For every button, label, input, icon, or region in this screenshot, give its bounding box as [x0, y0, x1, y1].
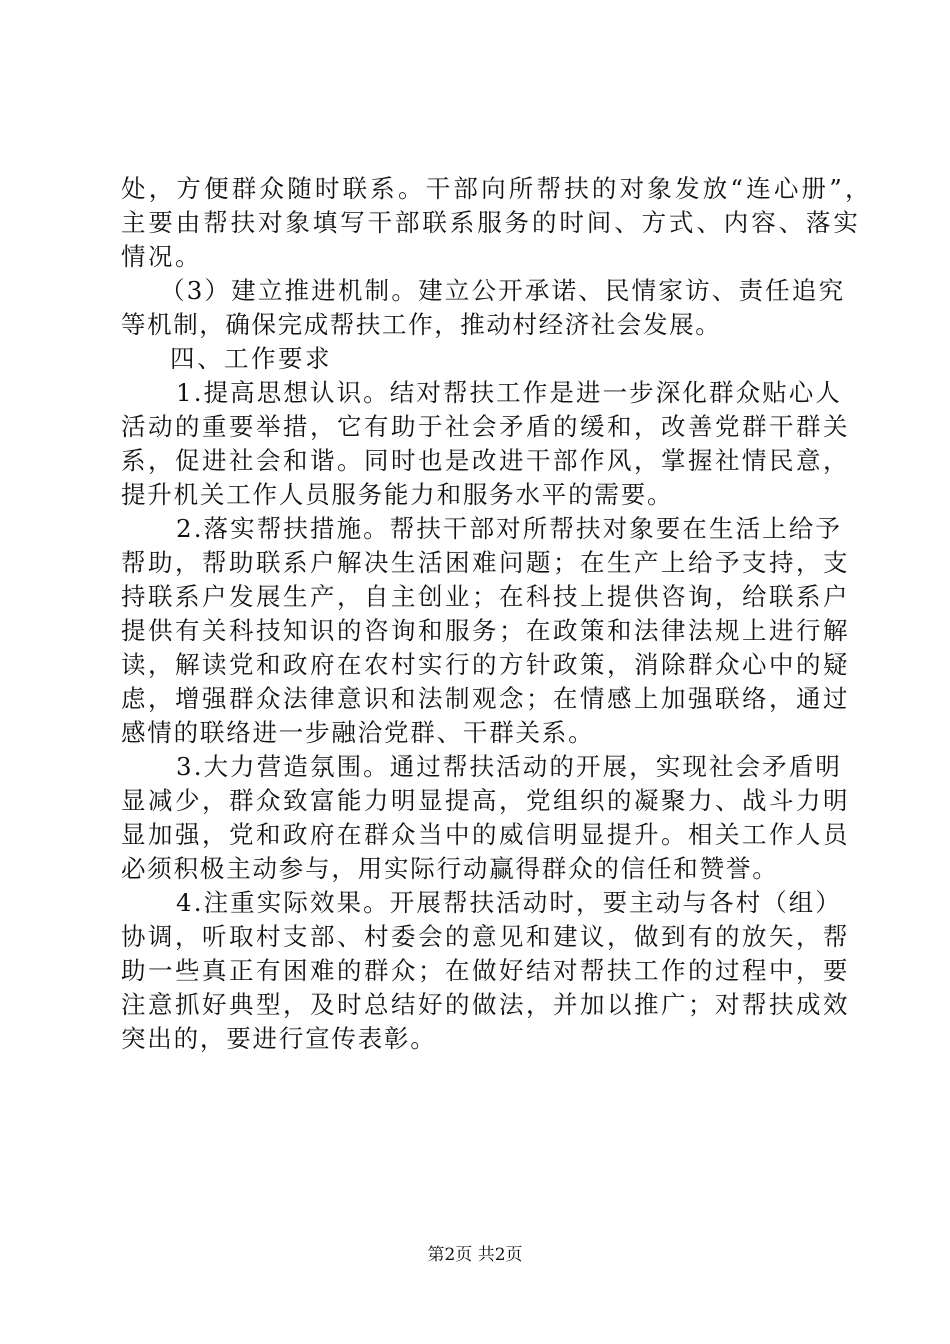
- text-line: 处，方便群众随时联系。干部向所帮扶的对象发放“连心册”，: [121, 174, 873, 203]
- text-line: 虑，增强群众法律意识和法制观念；在情感上加强联络，通过: [121, 684, 850, 713]
- text-line: 帮助，帮助联系户解决生活困难问题；在生产上给予支持，支: [121, 548, 850, 577]
- text-line: 提供有关科技知识的咨询和服务；在政策和法律法规上进行解: [121, 616, 850, 645]
- text-line: 3.大力营造氛围。通过帮扶活动的开展，实现社会矛盾明: [176, 752, 842, 781]
- text-line: 必须积极主动参与，用实际行动赢得群众的信任和赞誉。: [121, 854, 779, 883]
- text-line: 提升机关工作人员服务能力和服务水平的需要。: [121, 480, 674, 509]
- text-line: 显加强，党和政府在群众当中的威信明显提升。相关工作人员: [121, 820, 850, 849]
- text-line: 2.落实帮扶措施。帮扶干部对所帮扶对象要在生活上给予: [176, 514, 842, 543]
- section-heading: 四、工作要求: [170, 344, 332, 373]
- page-number-footer: 第2页 共2页: [427, 1245, 523, 1265]
- text-line: 主要由帮扶对象填写干部联系服务的时间、方式、内容、落实: [121, 208, 861, 237]
- text-line: 突出的，要进行宣传表彰。: [121, 1024, 437, 1053]
- text-line: 情况。: [121, 242, 202, 271]
- text-line: 1.提高思想认识。结对帮扶工作是进一步深化群众贴心人: [176, 378, 842, 407]
- text-line: 持联系户发展生产，自主创业；在科技上提供咨询，给联系户: [121, 582, 850, 611]
- text-line: 4.注重实际效果。开展帮扶活动时，要主动与各村（组）: [176, 888, 842, 917]
- text-line: 协调，听取村支部、村委会的意见和建议，做到有的放矢，帮: [121, 922, 850, 951]
- text-line: 读，解读党和政府在农村实行的方针政策，消除群众心中的疑: [121, 650, 850, 679]
- text-line: 等机制，确保完成帮扶工作，推动村经济社会发展。: [121, 310, 722, 339]
- text-line: 助一些真正有困难的群众；在做好结对帮扶工作的过程中，要: [121, 956, 850, 985]
- text-line: 感情的联络进一步融洽党群、干群关系。: [121, 718, 595, 747]
- text-line: （3）建立推进机制。建立公开承诺、民情家访、责任追究: [160, 276, 846, 305]
- text-line: 系，促进社会和谐。同时也是改进干部作风，掌握社情民意，: [121, 446, 850, 475]
- text-line: 显减少，群众致富能力明显提高，党组织的凝聚力、战斗力明: [121, 786, 850, 815]
- text-line: 活动的重要举措，它有助于社会矛盾的缓和，改善党群干群关: [121, 412, 850, 441]
- text-line: 注意抓好典型，及时总结好的做法，并加以推广；对帮扶成效: [121, 990, 850, 1019]
